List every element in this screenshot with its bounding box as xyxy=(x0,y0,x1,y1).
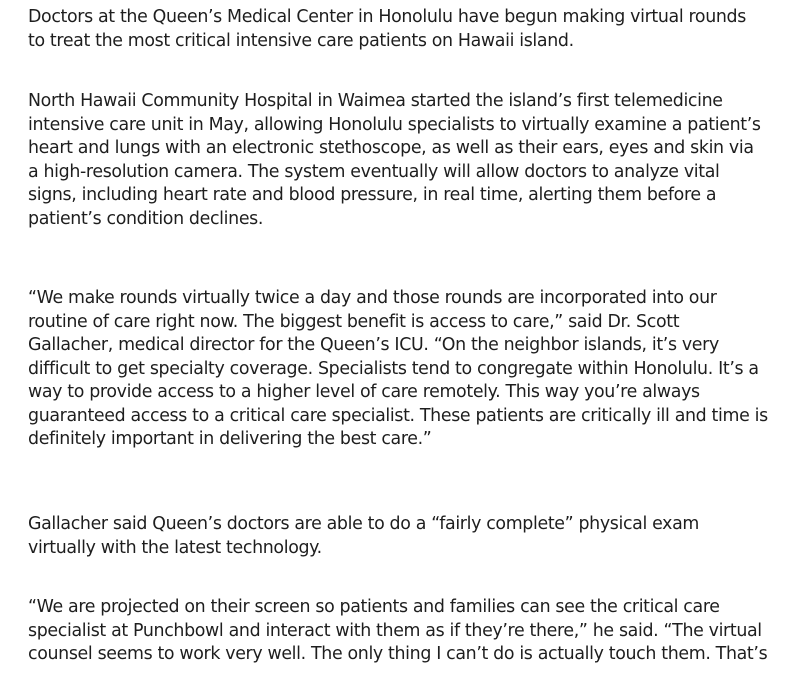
article-paragraph: “We are projected on their screen so patients and families can see the critical care specialist at Punchbowl and interact with them as if they’re there,” he said. “The virtual counsel seems to work very well. The only thing I can’t do is actually touch them. That’s xyxy=(28,597,768,664)
article-paragraph: Doctors at the Queen’s Medical Center in Honolulu have begun making virtual rounds to treat the most critical intensive care patients on Hawaii island. xyxy=(28,7,746,51)
article-paragraph: North Hawaii Community Hospital in Waimea started the island’s first telemedicine intensive care unit in May, allowing Honolulu specialists to virtually examine a patient’s heart and lungs with an electronic stethoscope, as well as their ears, eyes and skin via a high-resolution camera. The system eventually will allow doctors to analyze vital signs, including heart rate and blood pressure, in real time, alerting them before a patient’s condition declines. xyxy=(28,91,761,229)
article-paragraph: Gallacher said Queen’s doctors are able to do a “fairly complete” physical exam virtually with the latest technology. xyxy=(28,514,700,558)
article-paragraph: “We make rounds virtually twice a day and those rounds are incorporated into our routine of care right now. The biggest benefit is access to care,” said Dr. Scott Gallacher, medical director for the Queen’s ICU. “On the neighbor islands, it’s very difficult to get specialty coverage. Specialists tend to congregate within Honolulu. It’s a way to provide access to a higher level of care remotely. This way you’re always guaranteed access to a critical care specialist. These patients are critically ill and time is definitely important in delivering the best care.” xyxy=(28,288,768,449)
